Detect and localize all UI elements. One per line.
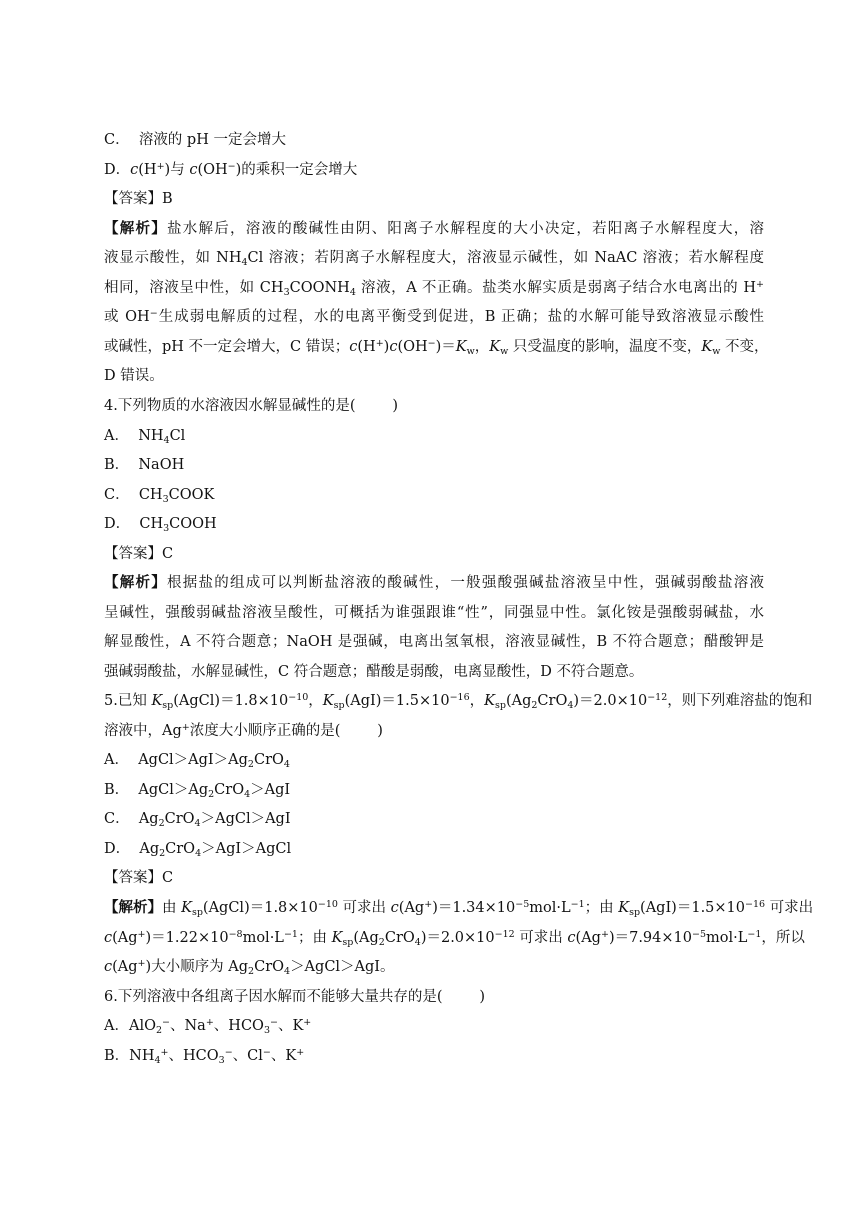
option-c-q4: C． $CH_3COOK$ bbox=[104, 487, 215, 505]
option-d-q5: D． $Ag_2CrO_4>AgI>AgCl$ bbox=[104, 841, 292, 859]
option-a-q4: A． $NH_4Cl$ bbox=[104, 428, 186, 446]
answer-q3: 【答案】B bbox=[104, 191, 173, 207]
analysis-q3-line5: 或碱性，pH 不一定会增大，C 错误；$c(H^+)c(OH^-)=K_w$，$K_w$ 只受温度的影响，温度不变，$K_w$ 不变， bbox=[104, 338, 769, 357]
analysis-q4-line3: 解显酸性，A 不符合题意；NaOH 是强碱，电离出氢氧根，溶液显碱性，B 不符合题意；醋酸钾是 bbox=[104, 634, 764, 650]
option-c-q5: C． $Ag_2CrO_4>AgCl>AgI$ bbox=[104, 811, 291, 829]
analysis-q3-line2: 液显示酸性，如 $NH_4Cl$ 溶液；若阴离子水解程度大，溶液显示碱性，如 NaAC 溶液；若水解程度 bbox=[104, 250, 764, 268]
analysis-q5-line3: c(Ag+)大小顺序为 $Ag_2CrO_4>AgCl>AgI$。 bbox=[104, 958, 395, 977]
analysis-q5-line1: 【解析】由 $K_{sp}(AgCl)=1.8\times 10^{-10}$ 可求出 $c(Ag^+)=1.34\times 10^{-5}mol\cdot L^{-1}$；由 $K_{sp}(AgI)=1.5\times 10^{-16}$ 可求出 bbox=[104, 899, 814, 918]
option-b-q5: B． $AgCl>Ag_2CrO_4>AgI$ bbox=[104, 782, 291, 800]
analysis-q3-line1: 【解析】盐水解后，溶液的酸碱性由阴、阳离子水解程度的大小决定，若阳离子水解程度大，溶 bbox=[104, 220, 765, 237]
option-b-q6: B．$NH_4^+$、$HCO_3^-$、Cl−、K+ bbox=[104, 1047, 305, 1066]
analysis-q3-line4: 或 OH−生成弱电解质的过程，水的电离平衡受到促进，B 正确；盐的水解可能导致溶液显示酸性 bbox=[104, 308, 764, 325]
analysis-q4-line4: 强碱弱酸盐，水解显碱性，C 符合题意；醋酸是弱酸，电离显酸性，D 不符合题意。 bbox=[104, 664, 644, 680]
option-c-q3: C． 溶液的 pH 一定会增大 bbox=[104, 132, 286, 148]
question-5-line2: 溶液中，Ag+浓度大小顺序正确的是( ) bbox=[104, 722, 383, 739]
analysis-q3-line3: 相同，溶液呈中性，如 $CH_3COONH_4$ 溶液，A 不正确。盐类水解实质是弱离子结合水电离出的 H+ bbox=[104, 279, 764, 298]
option-b-q4: B． NaOH bbox=[104, 457, 185, 473]
answer-q5: 【答案】C bbox=[104, 870, 174, 886]
option-d-q3: D．c(H+)与 c(OH−)的乘积一定会增大 bbox=[104, 161, 358, 178]
analysis-q4-line1: 【解析】根据盐的组成可以判断盐溶液的酸碱性，一般强酸强碱盐溶液呈中性，强碱弱酸盐溶液 bbox=[104, 574, 765, 591]
option-a-q6: A．AlO$_2$−、Na+、$HCO_3^-$、K+ bbox=[104, 1017, 312, 1036]
analysis-q5-line2: $c(Ag^+)=1.22\times 10^{-8}mol\cdot L^{-1}$；由 $K_{sp}(Ag_2CrO_4)=2.0\times 10^{-12}$ 可求出 $c(Ag^+)=7.94\times 10^{-5}mol\cdot L^{-1}$，所以 bbox=[104, 929, 805, 948]
analysis-q4-line2: 呈碱性，强酸弱碱盐溶液呈酸性，可概括为谁强跟谁“性”，同强显中性。氯化铵是强酸弱碱盐，水 bbox=[104, 605, 764, 621]
question-6: 6.下列溶液中各组离子因水解而不能够大量共存的是( ) bbox=[104, 989, 486, 1005]
analysis-q3-line6: D 错误。 bbox=[104, 368, 164, 384]
question-5-line1: 5.已知 $K_{sp}(AgCl)=1.8\times 10^{-10}$，$K_{sp}(AgI)=1.5\times 10^{-16}$，$K_{sp}(Ag_2CrO_4)=2.0\times 10^{-12}$，则下列难溶盐的饱和 bbox=[104, 692, 813, 711]
answer-q4: 【答案】C bbox=[104, 546, 174, 562]
question-4: 4.下列物质的水溶液因水解显碱性的是( ) bbox=[104, 398, 399, 414]
option-a-q5: A． $AgCl>AgI>Ag_2CrO_4$ bbox=[104, 752, 290, 770]
option-d-q4: D． $CH_3COOH$ bbox=[104, 516, 217, 534]
